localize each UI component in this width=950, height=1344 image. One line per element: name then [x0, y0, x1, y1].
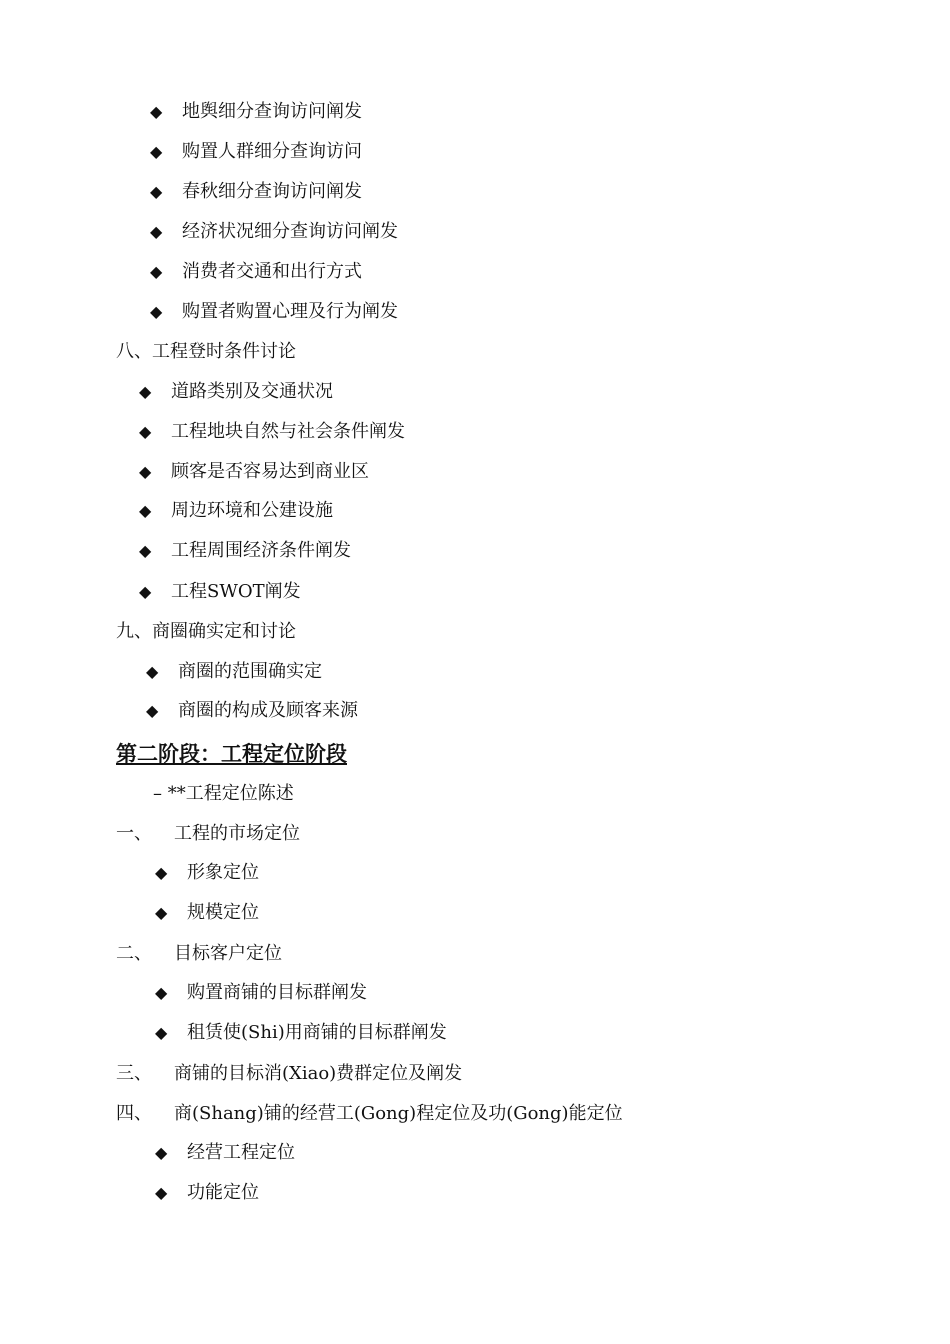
section-1-title: 一、 工程的市场定位	[116, 823, 300, 844]
diamond-bullet-icon: ◆	[146, 662, 159, 681]
list-item: ◆ 购置人群细分查询访问	[150, 141, 362, 162]
section-9-title: 九、商圈确实定和讨论	[116, 621, 296, 642]
diamond-bullet-icon: ◆	[146, 701, 159, 720]
diamond-bullet-icon: ◆	[139, 382, 152, 401]
diamond-bullet-icon: ◆	[155, 1023, 168, 1042]
list-item: ◆ 地舆细分查询访问阐发	[150, 101, 362, 122]
list-item: ◆ 顾客是否容易达到商业区	[139, 461, 369, 482]
list-item: ◆ 周边环境和公建设施	[139, 500, 333, 521]
section-4-title: 四、 商(Shang)铺的经营工(Gong)程定位及功(Gong)能定位	[116, 1103, 623, 1124]
list-item: ◆ 功能定位	[155, 1182, 259, 1203]
diamond-bullet-icon: ◆	[155, 863, 168, 882]
diamond-bullet-icon: ◆	[139, 462, 152, 481]
diamond-bullet-icon: ◆	[150, 142, 163, 161]
list-item: ◆ 工程SWOT阐发	[139, 581, 301, 602]
list-item: ◆ 春秋细分查询访问阐发	[150, 181, 362, 202]
diamond-bullet-icon: ◆	[139, 422, 152, 441]
list-item: ◆ 购置者购置心理及行为阐发	[150, 301, 398, 322]
list-item: ◆ 道路类别及交通状况	[139, 381, 333, 402]
diamond-bullet-icon: ◆	[150, 262, 163, 281]
diamond-bullet-icon: ◆	[155, 983, 168, 1002]
list-item: ◆ 租赁使(Shi)用商铺的目标群阐发	[155, 1022, 447, 1043]
diamond-bullet-icon: ◆	[155, 1183, 168, 1202]
diamond-bullet-icon: ◆	[150, 182, 163, 201]
diamond-bullet-icon: ◆	[150, 302, 163, 321]
section-3-title: 三、 商铺的目标消(Xiao)费群定位及阐发	[116, 1063, 463, 1084]
list-item: ◆ 经营工程定位	[155, 1142, 295, 1163]
list-item: ◆ 购置商铺的目标群阐发	[155, 982, 367, 1003]
section-8-title: 八、工程登时条件讨论	[116, 341, 296, 362]
diamond-bullet-icon: ◆	[139, 501, 152, 520]
list-item: ◆ 规模定位	[155, 902, 259, 923]
list-item: ◆ 商圈的构成及顾客来源	[146, 700, 358, 721]
diamond-bullet-icon: ◆	[139, 582, 152, 601]
list-item: ◆ 形象定位	[155, 862, 259, 883]
section-2-title: 二、 目标客户定位	[116, 943, 282, 964]
diamond-bullet-icon: ◆	[150, 102, 163, 121]
list-item: ◆ 经济状况细分查询访问阐发	[150, 221, 398, 242]
diamond-bullet-icon: ◆	[155, 903, 168, 922]
phase-2-heading: 第二阶段：工程定位阶段	[116, 741, 347, 766]
list-item: ◆ 工程周围经济条件阐发	[139, 540, 351, 561]
phase-2-intro: – **工程定位陈述	[153, 783, 294, 804]
diamond-bullet-icon: ◆	[139, 541, 152, 560]
list-item: ◆ 商圈的范围确实定	[146, 661, 322, 682]
list-item: ◆ 消费者交通和出行方式	[150, 261, 362, 282]
diamond-bullet-icon: ◆	[150, 222, 163, 241]
diamond-bullet-icon: ◆	[155, 1143, 168, 1162]
list-item: ◆ 工程地块自然与社会条件阐发	[139, 421, 405, 442]
